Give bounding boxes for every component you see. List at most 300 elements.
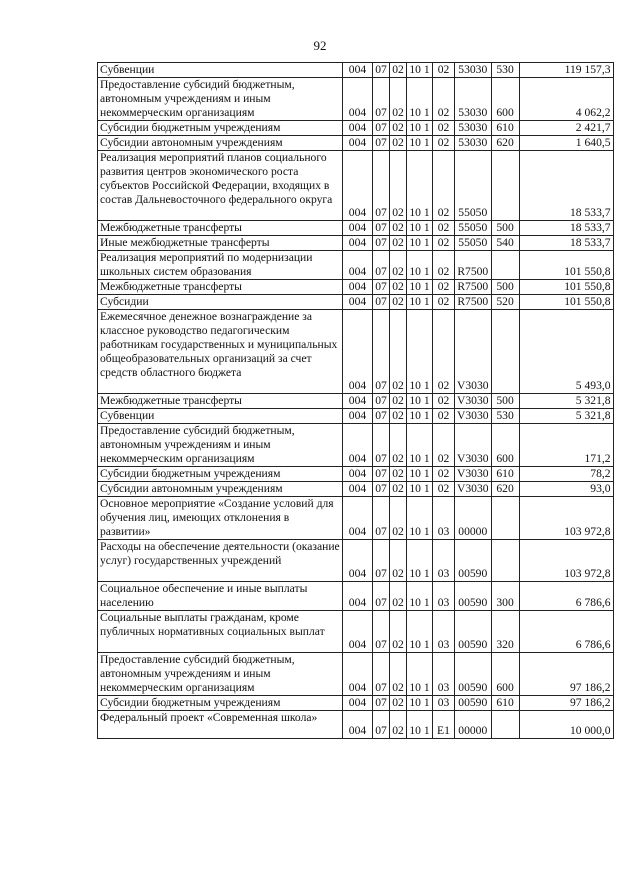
- ved-code: 004: [348, 394, 367, 407]
- row-name: Основное мероприятие «Создание условий для обучения лиц, имеющих отклонения в развитии»: [100, 497, 334, 538]
- row-name: Субсидии бюджетным учреждениям: [100, 467, 281, 480]
- main-event-code-cell: [433, 696, 455, 711]
- amount-cell: [519, 497, 613, 540]
- main-event-code-cell: [433, 482, 455, 497]
- ved-code: 004: [348, 63, 367, 76]
- expense-code: R7500: [457, 265, 489, 278]
- expense-code-cell: [455, 221, 492, 236]
- main-event-code-cell: [433, 653, 455, 696]
- expense-code: 53030: [458, 121, 488, 134]
- section-code: 07: [375, 236, 387, 249]
- ved-code-cell: [343, 251, 373, 280]
- expense-type-code: 500: [496, 280, 514, 293]
- ved-code: 004: [348, 696, 367, 709]
- row-name-cell: [98, 280, 343, 295]
- program-code-cell: [407, 482, 433, 497]
- amount: 18 533,7: [569, 221, 611, 234]
- table-row: [98, 409, 614, 424]
- budget-table: [97, 62, 614, 739]
- subsection-code-cell: [390, 236, 407, 251]
- program-code: 10 1: [409, 696, 430, 709]
- expense-type-code: 520: [496, 295, 514, 308]
- expense-code-cell: [455, 236, 492, 251]
- section-code-cell: [373, 151, 390, 221]
- table-row: [98, 540, 614, 582]
- row-name-cell: [98, 540, 343, 582]
- table-row: [98, 424, 614, 467]
- expense-type-code-cell: [491, 78, 519, 121]
- table-row: [98, 653, 614, 696]
- section-code-cell: [373, 482, 390, 497]
- ved-code-cell: [343, 236, 373, 251]
- section-code: 07: [375, 638, 387, 651]
- main-event-code: 02: [437, 221, 450, 234]
- amount: 6 786,6: [575, 638, 611, 651]
- expense-type-code-cell: [491, 251, 519, 280]
- row-name-cell: [98, 78, 343, 121]
- main-event-code: 03: [437, 525, 450, 538]
- ved-code-cell: [343, 424, 373, 467]
- program-code: 10 1: [409, 379, 430, 392]
- expense-type-code: 610: [496, 696, 514, 709]
- amount: 4 062,2: [575, 106, 611, 119]
- expense-code: 53030: [458, 136, 488, 149]
- expense-code-cell: [455, 78, 492, 121]
- amount: 5 493,0: [575, 379, 611, 392]
- section-code: 07: [375, 394, 387, 407]
- row-name: Предоставление субсидий бюджетным, автономным учреждениям и иным некоммерческим организациям: [100, 653, 295, 694]
- row-name: Субвенции: [100, 63, 155, 76]
- amount-cell: [519, 467, 613, 482]
- subsection-code: 02: [392, 236, 404, 249]
- amount-cell: [519, 78, 613, 121]
- row-name-cell: [98, 221, 343, 236]
- main-event-code-cell: [433, 280, 455, 295]
- ved-code-cell: [343, 711, 373, 739]
- program-code: 10 1: [409, 106, 430, 119]
- program-code-cell: [407, 611, 433, 653]
- main-event-code: 02: [437, 394, 450, 407]
- ved-code-cell: [343, 121, 373, 136]
- subsection-code-cell: [390, 711, 407, 739]
- ved-code-cell: [343, 409, 373, 424]
- section-code-cell: [373, 78, 390, 121]
- ved-code-cell: [343, 151, 373, 221]
- expense-code: 55050: [458, 236, 488, 249]
- expense-type-code: 300: [496, 596, 514, 609]
- row-name-cell: [98, 582, 343, 611]
- ved-code: 004: [348, 121, 367, 134]
- row-name-cell: [98, 696, 343, 711]
- section-code: 07: [375, 681, 387, 694]
- main-event-code: 03: [437, 638, 450, 651]
- expense-code-cell: [455, 394, 492, 409]
- section-code-cell: [373, 63, 390, 78]
- row-name: Субсидии бюджетным учреждениям: [100, 696, 281, 709]
- expense-type-code-cell: [491, 310, 519, 394]
- main-event-code: 02: [437, 379, 450, 392]
- subsection-code-cell: [390, 221, 407, 236]
- table-row: [98, 482, 614, 497]
- program-code-cell: [407, 696, 433, 711]
- main-event-code: 02: [437, 206, 450, 219]
- subsection-code: 02: [392, 409, 404, 422]
- amount-cell: [519, 151, 613, 221]
- ved-code: 004: [348, 295, 367, 308]
- section-code-cell: [373, 540, 390, 582]
- program-code: 10 1: [409, 409, 430, 422]
- amount-cell: [519, 711, 613, 739]
- ved-code: 004: [348, 265, 367, 278]
- subsection-code: 02: [392, 482, 404, 495]
- row-name: Межбюджетные трансферты: [100, 221, 242, 234]
- expense-type-code: 610: [496, 121, 514, 134]
- section-code: 07: [375, 63, 387, 76]
- table-row: [98, 236, 614, 251]
- amount: 97 186,2: [569, 681, 611, 694]
- ved-code: 004: [348, 236, 367, 249]
- expense-code-cell: [455, 424, 492, 467]
- amount-cell: [519, 136, 613, 151]
- expense-code-cell: [455, 409, 492, 424]
- expense-code: 00590: [458, 596, 488, 609]
- amount: 103 972,8: [564, 525, 611, 538]
- ved-code-cell: [343, 482, 373, 497]
- expense-type-code-cell: [491, 540, 519, 582]
- subsection-code-cell: [390, 310, 407, 394]
- row-name: Социальные выплаты гражданам, кроме публичных нормативных социальных выплат: [100, 611, 325, 638]
- main-event-code-cell: [433, 295, 455, 310]
- row-name: Субвенции: [100, 409, 155, 422]
- row-name-cell: [98, 611, 343, 653]
- main-event-code-cell: [433, 236, 455, 251]
- expense-code-cell: [455, 653, 492, 696]
- amount: 18 533,7: [569, 236, 611, 249]
- subsection-code-cell: [390, 696, 407, 711]
- row-name-cell: [98, 236, 343, 251]
- row-name-cell: [98, 409, 343, 424]
- expense-type-code-cell: [491, 121, 519, 136]
- row-name: Предоставление субсидий бюджетным, автономным учреждениям и иным некоммерческим организациям: [100, 424, 295, 465]
- expense-type-code-cell: [491, 696, 519, 711]
- subsection-code: 02: [392, 280, 404, 293]
- ved-code: 004: [348, 681, 367, 694]
- program-code: 10 1: [409, 206, 430, 219]
- subsection-code: 02: [392, 106, 404, 119]
- amount-cell: [519, 482, 613, 497]
- expense-code: V3030: [457, 409, 489, 422]
- amount-cell: [519, 696, 613, 711]
- subsection-code: 02: [392, 136, 404, 149]
- program-code-cell: [407, 251, 433, 280]
- expense-type-code-cell: [491, 409, 519, 424]
- program-code-cell: [407, 63, 433, 78]
- row-name-cell: [98, 394, 343, 409]
- amount: 5 321,8: [575, 409, 611, 422]
- program-code: 10 1: [409, 265, 430, 278]
- subsection-code: 02: [392, 121, 404, 134]
- amount-cell: [519, 236, 613, 251]
- ved-code-cell: [343, 653, 373, 696]
- main-event-code-cell: [433, 78, 455, 121]
- subsection-code-cell: [390, 497, 407, 540]
- program-code-cell: [407, 295, 433, 310]
- program-code-cell: [407, 653, 433, 696]
- subsection-code-cell: [390, 611, 407, 653]
- section-code: 07: [375, 525, 387, 538]
- ved-code-cell: [343, 63, 373, 78]
- program-code-cell: [407, 236, 433, 251]
- section-code: 07: [375, 567, 387, 580]
- expense-type-code: 500: [496, 221, 514, 234]
- row-name-cell: [98, 295, 343, 310]
- table-row: [98, 121, 614, 136]
- expense-type-code: 600: [496, 452, 514, 465]
- main-event-code-cell: [433, 497, 455, 540]
- section-code-cell: [373, 221, 390, 236]
- main-event-code: 02: [437, 467, 450, 480]
- section-code-cell: [373, 251, 390, 280]
- expense-type-code-cell: [491, 711, 519, 739]
- amount: 5 321,8: [575, 394, 611, 407]
- table-row: [98, 711, 614, 739]
- main-event-code-cell: [433, 540, 455, 582]
- subsection-code-cell: [390, 295, 407, 310]
- section-code: 07: [375, 265, 387, 278]
- subsection-code-cell: [390, 394, 407, 409]
- expense-code: 53030: [458, 63, 488, 76]
- amount-cell: [519, 63, 613, 78]
- subsection-code-cell: [390, 540, 407, 582]
- subsection-code-cell: [390, 121, 407, 136]
- expense-type-code: 600: [496, 106, 514, 119]
- amount-cell: [519, 310, 613, 394]
- section-code-cell: [373, 711, 390, 739]
- expense-type-code-cell: [491, 611, 519, 653]
- subsection-code: 02: [392, 295, 404, 308]
- amount: 2 421,7: [575, 121, 611, 134]
- program-code: 10 1: [409, 452, 430, 465]
- main-event-code-cell: [433, 611, 455, 653]
- main-event-code: 03: [437, 567, 450, 580]
- expense-code: V3030: [457, 482, 489, 495]
- table-row: [98, 696, 614, 711]
- amount: 101 550,8: [564, 295, 611, 308]
- amount: 78,2: [590, 467, 611, 480]
- expense-code: V3030: [457, 452, 489, 465]
- program-code: 10 1: [409, 221, 430, 234]
- program-code: 10 1: [409, 724, 430, 737]
- amount: 171,2: [584, 452, 611, 465]
- expense-code-cell: [455, 121, 492, 136]
- page-number: 92: [313, 38, 327, 53]
- program-code-cell: [407, 151, 433, 221]
- program-code: 10 1: [409, 236, 430, 249]
- subsection-code-cell: [390, 582, 407, 611]
- expense-type-code-cell: [491, 151, 519, 221]
- main-event-code-cell: [433, 121, 455, 136]
- row-name-cell: [98, 151, 343, 221]
- expense-code-cell: [455, 711, 492, 739]
- program-code-cell: [407, 540, 433, 582]
- section-code: 07: [375, 696, 387, 709]
- section-code-cell: [373, 236, 390, 251]
- expense-code: R7500: [457, 295, 489, 308]
- table-row: [98, 136, 614, 151]
- expense-code-cell: [455, 482, 492, 497]
- main-event-code: 03: [437, 696, 450, 709]
- subsection-code-cell: [390, 251, 407, 280]
- program-code-cell: [407, 136, 433, 151]
- program-code-cell: [407, 394, 433, 409]
- main-event-code-cell: [433, 136, 455, 151]
- ved-code-cell: [343, 221, 373, 236]
- program-code: 10 1: [409, 567, 430, 580]
- section-code-cell: [373, 467, 390, 482]
- subsection-code: 02: [392, 525, 404, 538]
- section-code-cell: [373, 653, 390, 696]
- expense-type-code-cell: [491, 295, 519, 310]
- expense-code: V3030: [457, 467, 489, 480]
- main-event-code: 02: [437, 482, 450, 495]
- program-code-cell: [407, 280, 433, 295]
- expense-code-cell: [455, 611, 492, 653]
- main-event-code-cell: [433, 582, 455, 611]
- amount: 10 000,0: [569, 724, 611, 737]
- row-name: Субсидии автономным учреждениям: [100, 482, 283, 495]
- expense-code: 00000: [458, 724, 488, 737]
- program-code-cell: [407, 497, 433, 540]
- expense-code: V3030: [457, 379, 489, 392]
- table-row: [98, 78, 614, 121]
- row-name: Межбюджетные трансферты: [100, 394, 242, 407]
- row-name-cell: [98, 653, 343, 696]
- subsection-code: 02: [392, 394, 404, 407]
- main-event-code: 02: [437, 236, 450, 249]
- expense-code-cell: [455, 497, 492, 540]
- subsection-code: 02: [392, 63, 404, 76]
- expense-code-cell: [455, 540, 492, 582]
- program-code: 10 1: [409, 525, 430, 538]
- program-code: 10 1: [409, 638, 430, 651]
- ved-code: 004: [348, 596, 367, 609]
- ved-code-cell: [343, 136, 373, 151]
- expense-type-code-cell: [491, 63, 519, 78]
- main-event-code: 02: [437, 106, 450, 119]
- row-name: Ежемесячное денежное вознаграждение за классное руководство педагогическим работникам государственных и муниципальных общеобразовательных организаций за счет средств областного бюджета: [100, 310, 338, 379]
- expense-type-code-cell: [491, 394, 519, 409]
- row-name-cell: [98, 497, 343, 540]
- ved-code-cell: [343, 295, 373, 310]
- amount-cell: [519, 611, 613, 653]
- table-row: [98, 497, 614, 540]
- subsection-code-cell: [390, 78, 407, 121]
- ved-code-cell: [343, 696, 373, 711]
- row-name-cell: [98, 482, 343, 497]
- expense-code: 00590: [458, 696, 488, 709]
- row-name: Расходы на обеспечение деятельности (оказание услуг) государственных учреждений: [100, 540, 340, 567]
- program-code: 10 1: [409, 681, 430, 694]
- section-code: 07: [375, 206, 387, 219]
- program-code-cell: [407, 221, 433, 236]
- program-code: 10 1: [409, 280, 430, 293]
- amount-cell: [519, 221, 613, 236]
- subsection-code-cell: [390, 653, 407, 696]
- program-code-cell: [407, 78, 433, 121]
- section-code: 07: [375, 724, 387, 737]
- row-name-cell: [98, 251, 343, 280]
- program-code-cell: [407, 582, 433, 611]
- main-event-code-cell: [433, 467, 455, 482]
- expense-type-code: 320: [496, 638, 514, 651]
- row-name-cell: [98, 467, 343, 482]
- section-code: 07: [375, 596, 387, 609]
- main-event-code: 02: [437, 63, 450, 76]
- row-name-cell: [98, 310, 343, 394]
- section-code-cell: [373, 295, 390, 310]
- table-row: [98, 280, 614, 295]
- table-row: [98, 63, 614, 78]
- ved-code: 004: [348, 221, 367, 234]
- expense-type-code: 610: [496, 467, 514, 480]
- subsection-code-cell: [390, 151, 407, 221]
- subsection-code: 02: [392, 696, 404, 709]
- ved-code-cell: [343, 394, 373, 409]
- row-name: Межбюджетные трансферты: [100, 280, 242, 293]
- ved-code-cell: [343, 497, 373, 540]
- ved-code: 004: [348, 280, 367, 293]
- row-name: Предоставление субсидий бюджетным, автономным учреждениям и иным некоммерческим организациям: [100, 78, 295, 119]
- ved-code-cell: [343, 582, 373, 611]
- table-row: [98, 394, 614, 409]
- subsection-code: 02: [392, 221, 404, 234]
- subsection-code-cell: [390, 467, 407, 482]
- section-code: 07: [375, 409, 387, 422]
- amount-cell: [519, 409, 613, 424]
- ved-code: 004: [348, 452, 367, 465]
- ved-code-cell: [343, 280, 373, 295]
- ved-code: 004: [348, 409, 367, 422]
- expense-code-cell: [455, 136, 492, 151]
- expense-code: V3030: [457, 394, 489, 407]
- expense-code-cell: [455, 63, 492, 78]
- expense-code-cell: [455, 295, 492, 310]
- amount: 93,0: [590, 482, 611, 495]
- subsection-code: 02: [392, 206, 404, 219]
- main-event-code-cell: [433, 394, 455, 409]
- ved-code: 004: [348, 482, 367, 495]
- section-code-cell: [373, 611, 390, 653]
- amount-cell: [519, 653, 613, 696]
- subsection-code: 02: [392, 452, 404, 465]
- expense-code: 00590: [458, 681, 488, 694]
- row-name-cell: [98, 711, 343, 739]
- ved-code-cell: [343, 310, 373, 394]
- section-code: 07: [375, 295, 387, 308]
- section-code-cell: [373, 310, 390, 394]
- expense-type-code: 620: [496, 482, 514, 495]
- amount: 6 786,6: [575, 596, 611, 609]
- program-code: 10 1: [409, 596, 430, 609]
- program-code-cell: [407, 467, 433, 482]
- table-row: [98, 467, 614, 482]
- subsection-code: 02: [392, 638, 404, 651]
- section-code: 07: [375, 452, 387, 465]
- ved-code: 004: [348, 724, 367, 737]
- ved-code-cell: [343, 467, 373, 482]
- ved-code: 004: [348, 206, 367, 219]
- expense-code-cell: [455, 696, 492, 711]
